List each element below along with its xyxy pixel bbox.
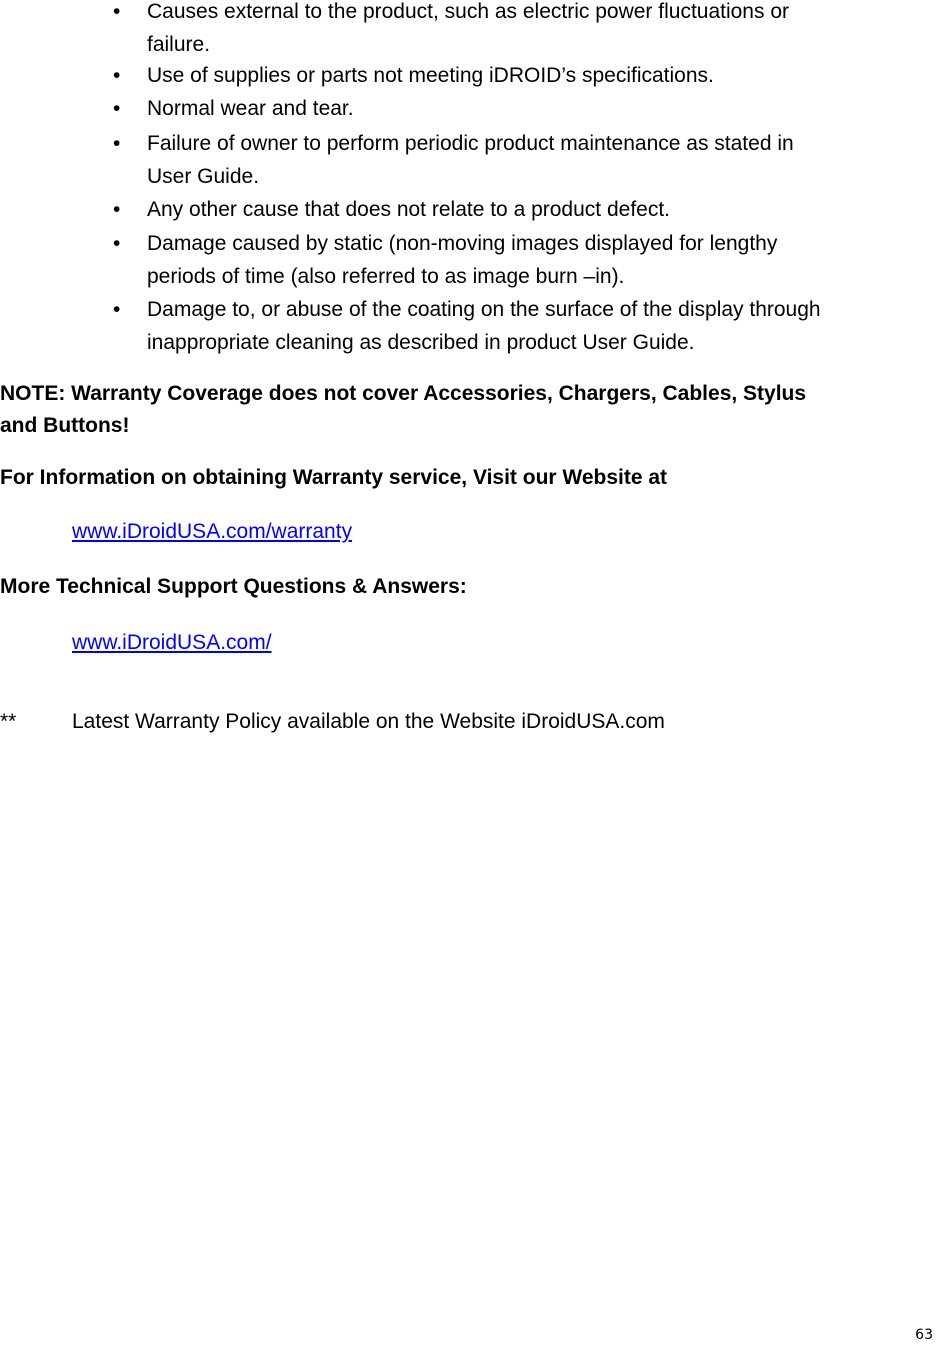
footnote-mark: ** (0, 710, 17, 733)
bullet-icon: • (113, 198, 121, 221)
bullet-icon: • (113, 97, 121, 120)
bullet-icon: • (113, 132, 121, 155)
bullet-icon: • (113, 298, 121, 321)
support-link[interactable]: www.iDroidUSA.com/ (72, 631, 272, 654)
bullet-icon: • (113, 0, 121, 23)
list-item-text: Damage to, or abuse of the coating on the surface of the display through inappropriate cleaning as described in product User Guide. (147, 298, 821, 354)
support-heading: More Technical Support Questions & Answers: (0, 575, 467, 598)
warranty-info-heading: For Information on obtaining Warranty service, Visit our Website at (0, 466, 668, 489)
warranty-link[interactable]: www.iDroidUSA.com/warranty (72, 520, 353, 543)
list-item-text: Normal wear and tear. (147, 97, 354, 120)
list-item-text: Any other cause that does not relate to a product defect. (147, 198, 671, 221)
bullet-icon: • (113, 232, 121, 255)
list-item-text: Failure of owner to perform periodic product maintenance as stated in User Guide. (147, 132, 794, 188)
bullet-icon: • (113, 64, 121, 87)
list-item-text: Causes external to the product, such as electric power fluctuations or failure. (147, 0, 789, 56)
note-line-1: NOTE: Warranty Coverage does not cover Accessories, Chargers, Cables, Stylus (0, 382, 807, 405)
footnote-text: Latest Warranty Policy available on the Website iDroidUSA.com (72, 710, 665, 733)
list-item-text: Damage caused by static (non-moving images displayed for lengthy periods of time (also referred to as image burn –in). (147, 232, 778, 288)
page-number: 63 (915, 1327, 933, 1343)
note-line-2: and Buttons! (0, 414, 130, 437)
list-item-text: Use of supplies or parts not meeting iDROID’s specifications. (147, 64, 714, 87)
